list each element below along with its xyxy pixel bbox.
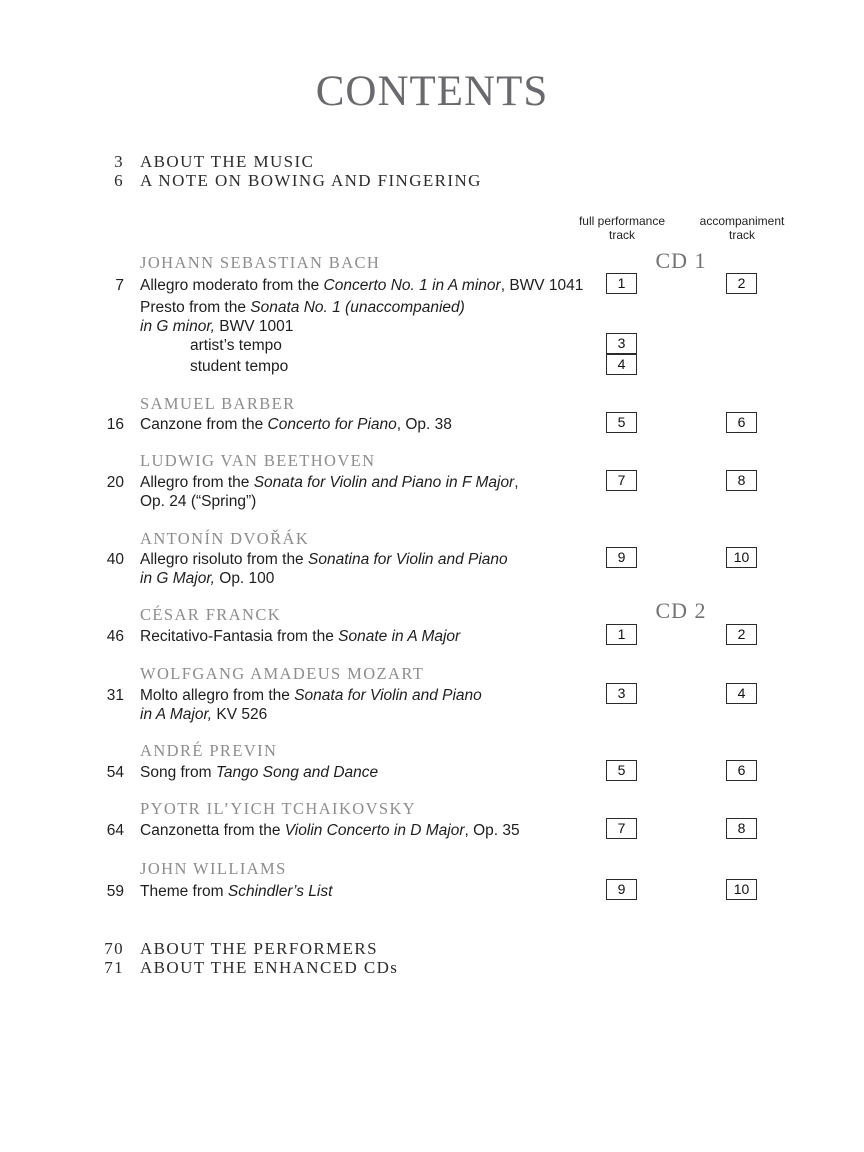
- toc-row: [0, 882, 864, 902]
- toc-row-tempo: [0, 336, 864, 356]
- entry-text: Recitativo-Fantasia from the: [140, 628, 339, 645]
- page-number: 46: [106, 628, 124, 645]
- entry-text: Molto allegro from the: [140, 687, 295, 704]
- entry-text-italic: Sonata No. 1 (unaccompanied): [250, 299, 465, 316]
- entry-text-italic: Sonate in A Major: [338, 628, 461, 645]
- entry-text: Presto from the: [140, 299, 251, 316]
- front-matter-label: A NOTE ON BOWING AND FINGERING: [140, 171, 482, 190]
- entry-text-italic: Concerto No. 1 in A minor: [323, 277, 501, 294]
- header-line: accompaniment: [699, 214, 785, 228]
- tempo-label: artist’s tempo: [190, 337, 282, 354]
- back-matter-row: [0, 958, 864, 980]
- page-number: 6: [114, 171, 124, 190]
- entry-text-italic: Concerto for Piano: [267, 416, 397, 433]
- page-number: 71: [104, 958, 124, 977]
- toc-row: [0, 415, 864, 435]
- full-performance-track-box: 5: [606, 760, 637, 781]
- page-number: 64: [106, 822, 124, 839]
- entry-text-italic: Tango Song and Dance: [215, 764, 379, 781]
- accompaniment-track-box: 8: [726, 818, 757, 839]
- page-number: 31: [106, 687, 124, 704]
- cd1-label: CD 1: [655, 248, 707, 273]
- full-performance-track-box: 5: [606, 412, 637, 433]
- entry-title: [140, 569, 274, 588]
- accompaniment-track-box: 6: [726, 760, 757, 781]
- toc-row: [0, 569, 864, 589]
- entry-text: Canzonetta from the: [140, 822, 285, 839]
- accompaniment-track-box: 6: [726, 412, 757, 433]
- entry-title: [140, 298, 465, 317]
- entry-text: Allegro moderato from the: [140, 277, 324, 294]
- entry-title: [140, 276, 583, 295]
- page-title: CONTENTS: [315, 68, 549, 115]
- accompaniment-track-header: [662, 214, 822, 242]
- page-number: 59: [106, 883, 124, 900]
- header-line: track: [728, 228, 755, 242]
- entry-text-italic: in G minor,: [140, 318, 215, 335]
- accompaniment-track-box: 10: [726, 547, 757, 568]
- entry-title: [140, 705, 267, 724]
- entry-text: Theme from: [140, 883, 228, 900]
- entry-title: [140, 763, 378, 782]
- accompaniment-track-box: 2: [726, 273, 757, 294]
- page-number: 7: [115, 277, 124, 294]
- header-line: track: [608, 228, 635, 242]
- composer-heading-dvorak: ANTONÍN DVOŘÁK: [140, 529, 310, 548]
- toc-row: [0, 763, 864, 783]
- accompaniment-track-box: 8: [726, 470, 757, 491]
- entry-text: , Op. 35: [464, 822, 520, 839]
- header-line: full performance: [578, 214, 666, 228]
- entry-text: , BWV 1041: [500, 277, 584, 294]
- entry-text: Op. 24 (“Spring”): [140, 493, 257, 510]
- composer-heading-tchaikovsky: PYOTR IL’YICH TCHAIKOVSKY: [140, 799, 417, 818]
- full-performance-track-box: 4: [606, 354, 637, 375]
- toc-row: [0, 705, 864, 725]
- toc-row: [0, 473, 864, 493]
- entry-text: Op. 100: [214, 570, 275, 587]
- entry-title: [140, 627, 460, 646]
- composer-heading-williams: JOHN WILLIAMS: [140, 859, 287, 878]
- entry-title: [140, 317, 293, 336]
- entry-text-italic: in A Major,: [140, 706, 213, 723]
- page-number: 54: [106, 764, 124, 781]
- toc-row: [0, 821, 864, 841]
- entry-text-italic: Violin Concerto in D Major: [284, 822, 465, 839]
- back-matter-label: ABOUT THE PERFORMERS: [140, 939, 379, 958]
- entry-title: [140, 473, 519, 492]
- entry-text: Allegro from the: [140, 474, 254, 491]
- toc-row: [0, 550, 864, 570]
- front-matter-label: ABOUT THE MUSIC: [140, 152, 315, 171]
- composer-heading-beethoven: LUDWIG VAN BEETHOVEN: [140, 451, 376, 470]
- entry-text-italic: in G Major,: [140, 570, 215, 587]
- toc-row: [0, 686, 864, 706]
- entry-title: [140, 686, 482, 705]
- page-number: 40: [106, 551, 124, 568]
- composer-heading-franck: CÉSAR FRANCK: [140, 605, 282, 624]
- full-performance-track-box: 3: [606, 683, 637, 704]
- full-performance-track-box: 9: [606, 547, 637, 568]
- accompaniment-track-box: 4: [726, 683, 757, 704]
- entry-text-italic: Sonatina for Violin and Piano: [308, 551, 508, 568]
- entry-text: , Op. 38: [396, 416, 452, 433]
- composer-heading-bach: JOHANN SEBASTIAN BACH: [140, 253, 381, 272]
- toc-row: [0, 627, 864, 647]
- entry-text: KV 526: [212, 706, 268, 723]
- full-performance-track-box: 7: [606, 818, 637, 839]
- full-performance-track-box: 1: [606, 273, 637, 294]
- full-performance-track-box: 3: [606, 333, 637, 354]
- tempo-label: student tempo: [190, 358, 289, 375]
- entry-text-italic: Sonata for Violin and Piano in F Major: [253, 474, 515, 491]
- entry-text: BWV 1001: [214, 318, 294, 335]
- back-matter-label: ABOUT THE ENHANCED CDs: [140, 958, 399, 977]
- cd2-label: CD 2: [655, 598, 707, 623]
- composer-heading-barber: SAMUEL BARBER: [140, 394, 296, 413]
- toc-row: [0, 298, 864, 318]
- entry-text: Canzone from the: [140, 416, 268, 433]
- toc-row: [0, 317, 864, 337]
- page-number: 16: [106, 416, 124, 433]
- entry-title: [140, 550, 508, 569]
- accompaniment-track-box: 10: [726, 879, 757, 900]
- toc-row: [0, 276, 864, 296]
- full-performance-track-box: 1: [606, 624, 637, 645]
- full-performance-track-box: 7: [606, 470, 637, 491]
- full-performance-track-box: 9: [606, 879, 637, 900]
- entry-text: Allegro risoluto from the: [140, 551, 308, 568]
- entry-text-italic: Schindler’s List: [227, 883, 333, 900]
- page-number: 3: [114, 152, 124, 171]
- page-number: 20: [106, 474, 124, 491]
- accompaniment-track-box: 2: [726, 624, 757, 645]
- page-number: 70: [104, 939, 124, 958]
- composer-heading-previn: ANDRÉ PREVIN: [140, 741, 278, 760]
- entry-text: Song from: [140, 764, 216, 781]
- entry-text-italic: Sonata for Violin and Piano: [294, 687, 482, 704]
- front-matter-row: [0, 171, 864, 193]
- entry-title: [140, 821, 520, 840]
- entry-title: [140, 415, 452, 434]
- composer-heading-mozart: WOLFGANG AMADEUS MOZART: [140, 664, 425, 683]
- entry-title: [140, 882, 332, 901]
- toc-row: [0, 492, 864, 512]
- toc-row-tempo: [0, 357, 864, 377]
- entry-title: [140, 492, 256, 511]
- entry-text: ,: [514, 474, 519, 491]
